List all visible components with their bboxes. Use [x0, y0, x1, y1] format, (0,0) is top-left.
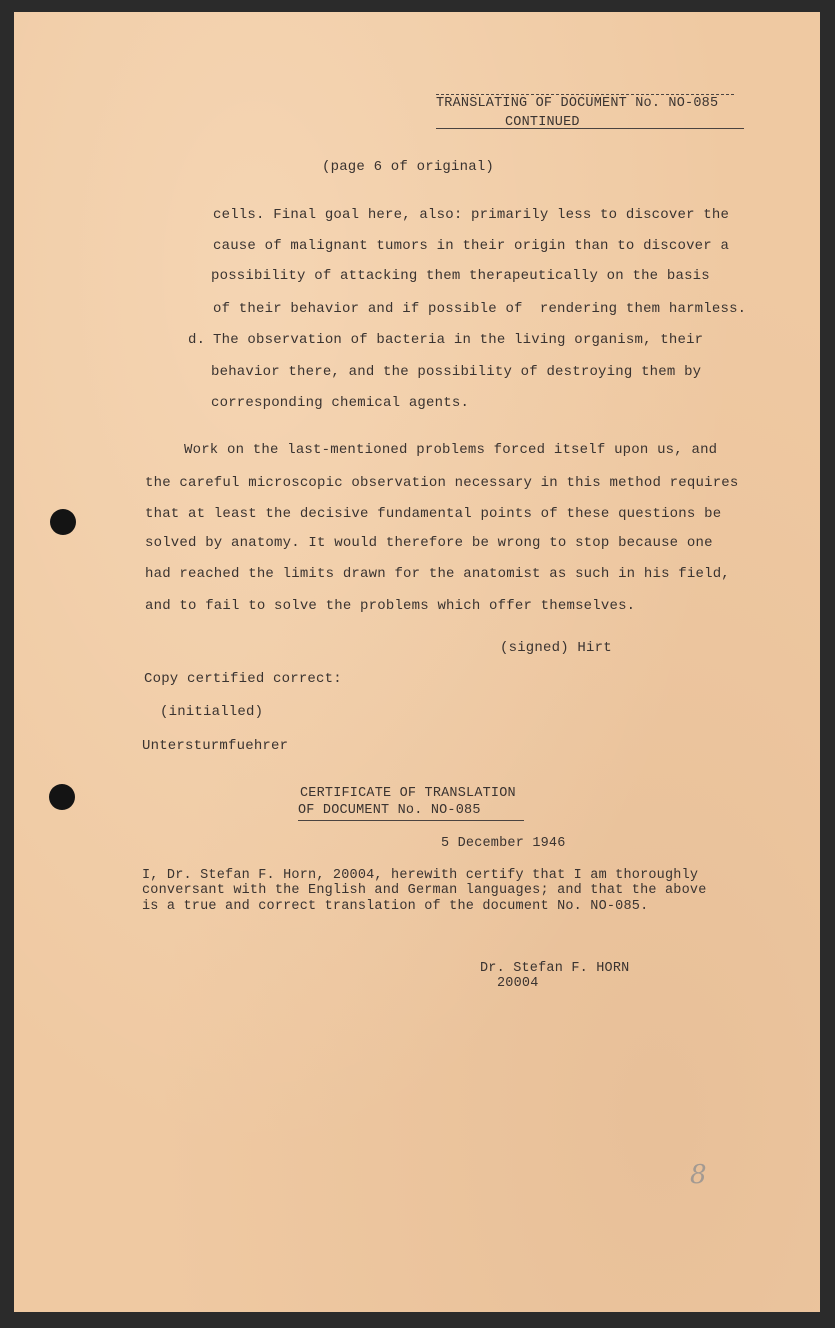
- paragraph-line: that at least the decisive fundamental points of these questions be: [145, 506, 722, 522]
- certificate-underline: [298, 820, 524, 821]
- signer-name: Dr. Stefan F. HORN: [480, 961, 630, 976]
- item-d-line: The observation of bacteria in the living organism, their: [213, 332, 704, 348]
- certificate-document: OF DOCUMENT No. NO-085: [298, 803, 481, 818]
- paragraph-line: had reached the limits drawn for the anatomist as such in his field,: [145, 566, 730, 582]
- item-d-line: corresponding chemical agents.: [211, 395, 470, 411]
- item-d-marker: d.: [188, 332, 206, 348]
- header-top-rule: [436, 94, 734, 95]
- paragraph-line: the careful microscopic observation necessary in this method requires: [145, 475, 739, 491]
- paragraph-line: and to fail to solve the problems which offer themselves.: [145, 598, 636, 614]
- certificate-body-line: I, Dr. Stefan F. Horn, 20004, herewith certify that I am thoroughly: [142, 868, 699, 883]
- signer-number: 20004: [497, 976, 539, 991]
- paragraph-line: solved by anatomy. It would therefore be wrong to stop because one: [145, 535, 713, 551]
- certificate-date: 5 December 1946: [441, 836, 566, 851]
- paragraph-line: possibility of attacking them therapeutically on the basis: [211, 268, 710, 284]
- paragraph-line: cause of malignant tumors in their origin than to discover a: [213, 238, 730, 254]
- page-note: (page 6 of original): [322, 159, 495, 175]
- punch-hole-bottom: [49, 784, 75, 810]
- certificate-body-line: conversant with the English and German languages; and that the above: [142, 883, 707, 898]
- header-continued: CONTINUED: [505, 115, 580, 130]
- copy-certified: Copy certified correct:: [144, 671, 342, 687]
- header-bottom-rule: [436, 128, 744, 129]
- header-title: TRANSLATING OF DOCUMENT No. NO-085: [436, 96, 719, 111]
- certificate-title: CERTIFICATE OF TRANSLATION: [300, 786, 516, 801]
- signature: (signed) Hirt: [500, 640, 612, 656]
- certificate-body-line: is a true and correct translation of the document No. NO-085.: [142, 899, 649, 914]
- handwritten-page-number: 8: [690, 1160, 707, 1190]
- paragraph-line: cells. Final goal here, also: primarily less to discover the: [213, 207, 730, 223]
- paragraph-line: of their behavior and if possible of rendering them harmless.: [213, 301, 747, 317]
- item-d-line: behavior there, and the possibility of destroying them by: [211, 364, 702, 380]
- punch-hole-top: [50, 509, 76, 535]
- initialled: (initialled): [160, 704, 264, 720]
- paragraph-line: Work on the last-mentioned problems forced itself upon us, and: [184, 442, 718, 458]
- rank: Untersturmfuehrer: [142, 738, 289, 754]
